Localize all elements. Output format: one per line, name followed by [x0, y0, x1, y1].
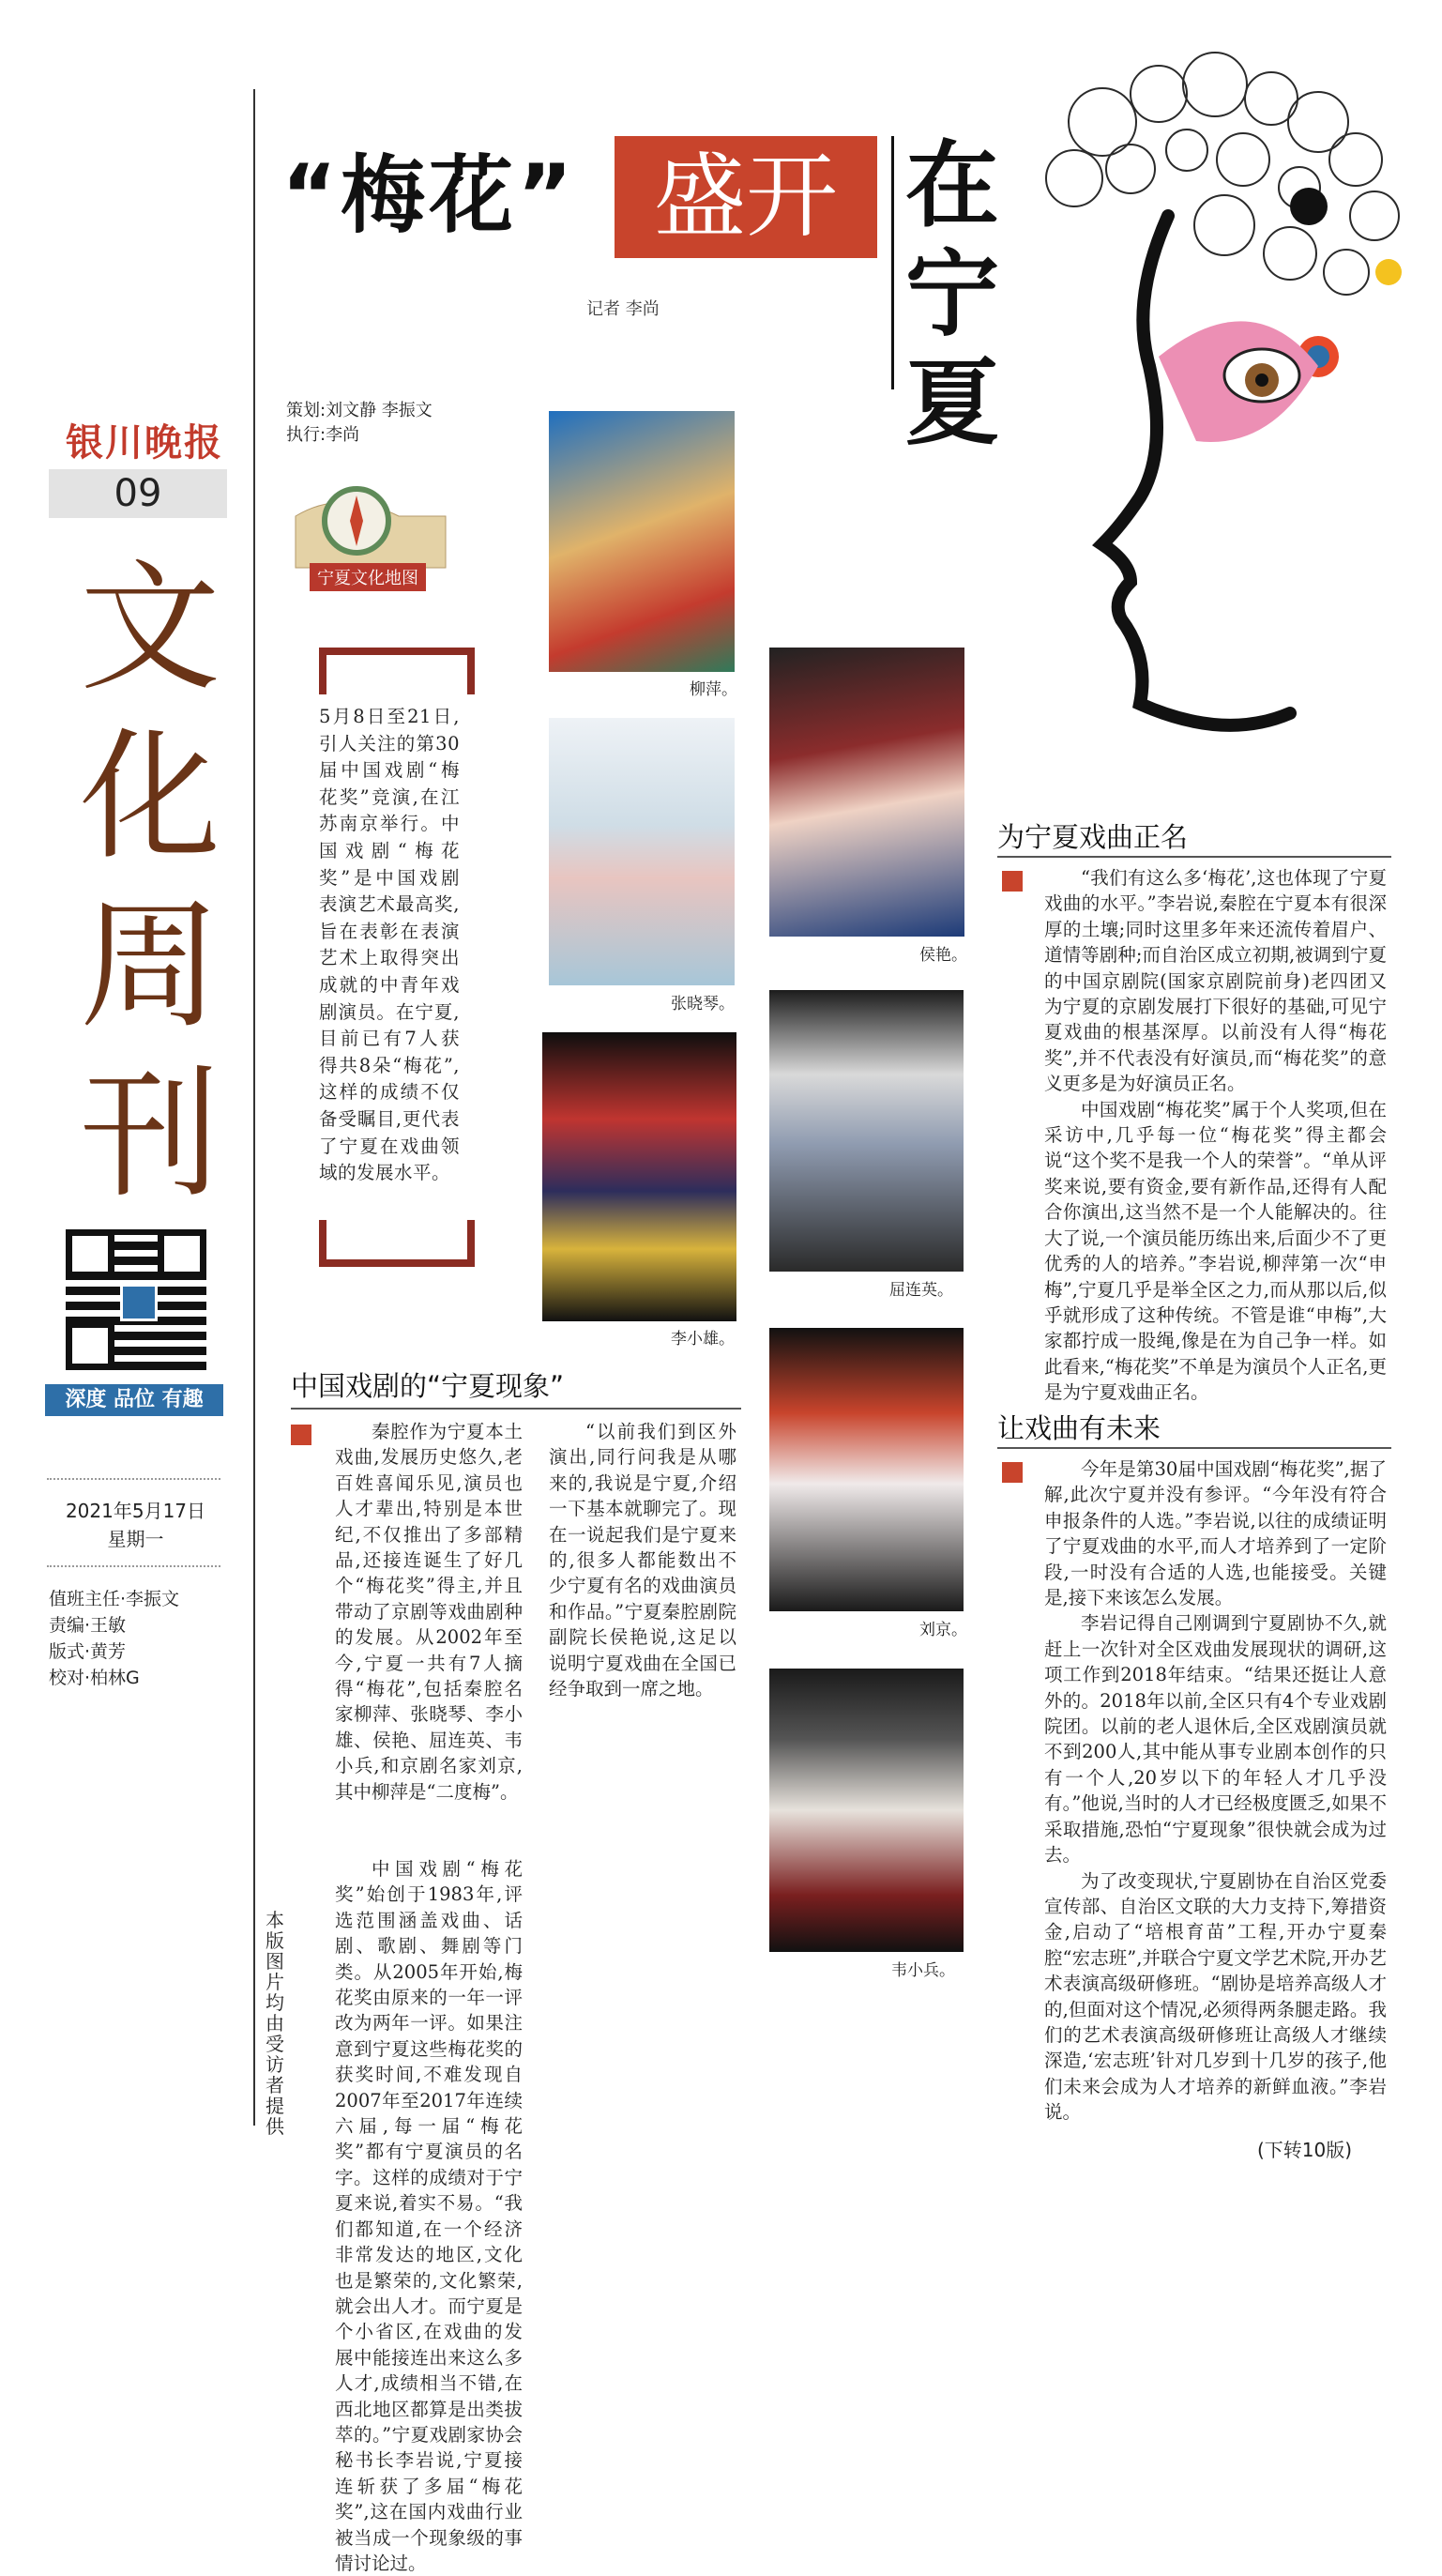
section-heading: 为宁夏戏曲正名 [997, 821, 1189, 853]
headline-char: 在 [905, 130, 999, 240]
headline-char: 宁 [905, 239, 999, 349]
intro-bracket-top [319, 648, 475, 694]
paragraph: “以前我们到区外演出,同行问我是从哪来的,我说是宁夏,介绍一下基本就聊完了。现在一说起我们是宁夏来的,很多人都能数出不少宁夏有名的戏曲演员和作品。”宁夏秦腔剧院副院长侯艳说,这足以说明宁夏戏曲在全国已经争取到一席之地。 [549, 1421, 736, 1700]
staff-item: 值班主任·李振文 [49, 1589, 180, 1609]
qr-corner [66, 1229, 114, 1278]
section-rule [997, 856, 1391, 858]
date-weekday: 星期一 [107, 1528, 164, 1550]
newspaper-name: 银川晚报 [66, 421, 223, 465]
photo-qulianying [769, 990, 964, 1272]
slogan: 深度 品位 有趣 [45, 1384, 223, 1416]
section3-text [1044, 1456, 1387, 2125]
headline-boxed: 盛开 [615, 136, 877, 258]
planning-credits [286, 399, 433, 448]
column-name [56, 544, 244, 1220]
caption: 侯艳。 [919, 946, 967, 965]
staff-item: 校对·柏林G [49, 1668, 140, 1688]
paragraph: “我们有这么多‘梅花’,这也体现了宁夏戏曲的水平。”李岩说,秦腔在宁夏本有很深厚的土壤;同时这里多年来还流传着眉户、道情等剧种;而自治区成立初期,被调到宁夏的中国京剧院(国家京剧院前身)老四团又为宁夏的京剧发展打下很好的基础,可见宁夏戏曲的根基深厚。以前没有人得“梅花奖”,并不代表没有好演员,而“梅花奖”的意义更多是为好演员正名。 [1044, 867, 1387, 1095]
staff-item: 版式·黄芳 [49, 1641, 127, 1662]
section1-col1 [335, 1419, 523, 1805]
headline-quoted: “梅花” [281, 146, 577, 245]
qr-code[interactable] [66, 1229, 206, 1370]
paragraph: 秦腔作为宁夏本土戏曲,发展历史悠久,老百姓喜闻乐见,演员也人才辈出,特别是本世纪,不仅推出了多部精品,还接连诞生了好几个“梅花奖”得主,并且带动了京剧等戏曲剧种的发展。从2002年至今,宁夏一共有7人摘得“梅花”,包括秦腔名家柳萍、张晓琴、李小雄、侯艳、屈连英、韦小兵,和京剧名家刘京,其中柳萍是“二度梅”。 [335, 1421, 523, 1803]
intro-text: 5月8日至21日,引人关注的第30届中国戏剧“梅花奖”竞演,在江苏南京举行。中国戏剧“梅花奖”是中国戏剧表演艺术最高奖,旨在表彰在表演艺术上取得突出成就的中青年戏剧演员。在宁夏,目前已有7人获得共8朵“梅花”,这样的成绩不仅备受瞩目,更代表了宁夏在戏曲领域的发展水平。 [319, 706, 460, 1184]
section-rule [291, 1408, 741, 1410]
section2-text [1044, 865, 1387, 1404]
section-heading: 中国戏剧的“宁夏现象” [291, 1370, 565, 1402]
qr-logo [120, 1284, 158, 1321]
column-char: 化 [79, 716, 220, 879]
caption: 屈连英。 [889, 1281, 953, 1300]
section-heading: 让戏曲有未来 [997, 1412, 1161, 1444]
issue-date [49, 1497, 222, 1553]
staff-item: 责编·王敏 [49, 1615, 127, 1636]
planning-line: 策划:刘文静 李振文 [286, 401, 433, 420]
divider [47, 1565, 220, 1567]
paragraph: 中国戏剧“梅花奖”始创于1983年,评选范围涵盖戏曲、话剧、歌剧、舞剧等门类。从2005年开始,梅花奖由原来的一年一评改为两年一评。如果注意到宁夏这些梅花奖的获奖时间,不难发现自2007年至2017年连续六届,每一届“梅花奖”都有宁夏演员的名字。这样的成绩对于宁夏来说,着实不易。“我们都知道,在一个经济非常发达的地区,文化也是繁荣的,文化繁荣,就会出人才。而宁夏是个小省区,在戏曲的发展中能接连出来这么多人才,成绩相当不错,在西北地区都算是出类拔萃的。”宁夏戏剧家协会秘书长李岩说,宁夏接连斩获了多届“梅花奖”,这在国内戏曲行业被当成一个现象级的事情讨论过。 [335, 1858, 523, 2574]
section-rule [997, 1447, 1391, 1449]
caption: 张晓琴。 [671, 995, 735, 1014]
paragraph: 今年是第30届中国戏剧“梅花奖”,据了解,此次宁夏并没有参评。“今年没有符合申报条件的人选。”李岩说,以往的成绩证明了宁夏戏曲的水平,而人才培养到了一定阶段,一时没有合适的人选,也能接受。关键是,接下来该怎么发展。 [1044, 1458, 1387, 1609]
section-marker [1002, 871, 1023, 892]
qr-corner [66, 1321, 114, 1370]
photo-credit: 本版图片均由受访者提供 [266, 1909, 284, 2138]
executive-line: 执行:李尚 [286, 425, 360, 445]
column-rule [253, 89, 255, 2126]
byline: 记者 李尚 [586, 299, 660, 319]
column-char: 文 [79, 547, 220, 710]
section-marker [1002, 1462, 1023, 1483]
column-char: 周 [79, 885, 220, 1048]
qr-corner [158, 1229, 206, 1278]
date-day: 2021年5月17日 [65, 1500, 206, 1522]
photo-weixiaobing [769, 1669, 964, 1952]
paragraph: 中国戏剧“梅花奖”属于个人奖项,但在采访中,几乎每一位“梅花奖”得主都会说“这个奖不是我一个人的荣誉”。“单从评奖来说,要有资金,要有新作品,还得有人配合你演出,这当然不是一个人能解决的。往大了说,一个演员能历练出来,后面少不了更优秀的人的培养。”李岩说,柳萍第一次“申梅”,宁夏几乎是举全区之力,而从那以后,似乎就形成了这种传统。不管是谁“申梅”,大家都拧成一股绳,像是在为自己争一样。如此看来,“梅花奖”不单是为演员个人正名,更是为宁夏戏曲正名。 [1044, 1098, 1387, 1404]
intro-bracket-bottom [319, 1220, 475, 1267]
page-number: 09 [49, 469, 227, 518]
section1-col1b [335, 1856, 523, 2574]
photo-zhangxiaoqin [549, 718, 735, 985]
photo-liuping [549, 411, 735, 672]
caption: 刘京。 [919, 1621, 967, 1639]
divider [47, 1478, 220, 1480]
photo-liujing [769, 1328, 964, 1611]
section1-col2 [549, 1419, 736, 2123]
caption: 韦小兵。 [891, 1961, 955, 1980]
photo-lixiaoxiong [542, 1032, 736, 1321]
face-illustration [990, 56, 1440, 779]
map-label: 宁夏文化地图 [310, 563, 426, 591]
section-marker [291, 1425, 311, 1445]
paragraph: 李岩记得自己刚调到宁夏剧协不久,就赶上一次针对全区戏曲发展现状的调研,这项工作到2018年结束。“结果还挺让人意外的。2018年以前,全区只有4个专业戏剧院团。以前的老人退休后,全区戏剧演员就不到200人,其中能从事专业剧本创作的只有一个人,20岁以下的年轻人才几乎没有。”他说,当时的人才已经极度匮乏,如果不采取措施,恐怕“宁夏现象”很快就会成为过去。 [1044, 1612, 1387, 1867]
staff-list [49, 1586, 236, 1691]
headline-char: 夏 [905, 348, 999, 458]
paragraph: 为了改变现状,宁夏剧协在自治区党委宣传部、自治区文联的大力支持下,筹措资金,启动了“培根育苗”工程,开办宁夏秦腔“宏志班”,并联合宁夏文学艺术院,开办艺术表演高级研修班。“剧协是培养高级人才的,但面对这个情况,必须得两条腿走路。我们的艺术表演高级研修班让高级人才继续深造,‘宏志班’针对几岁到十几岁的孩子,他们未来会成为人才培养的新鲜血液。”李岩说。 [1044, 1869, 1387, 2124]
caption: 柳萍。 [690, 680, 737, 699]
column-char: 刊 [79, 1054, 220, 1217]
continued-notice: (下转10版) [1257, 2139, 1353, 2161]
photo-houyan [769, 648, 964, 937]
caption: 李小雄。 [671, 1330, 735, 1349]
headline-rule [891, 136, 894, 389]
